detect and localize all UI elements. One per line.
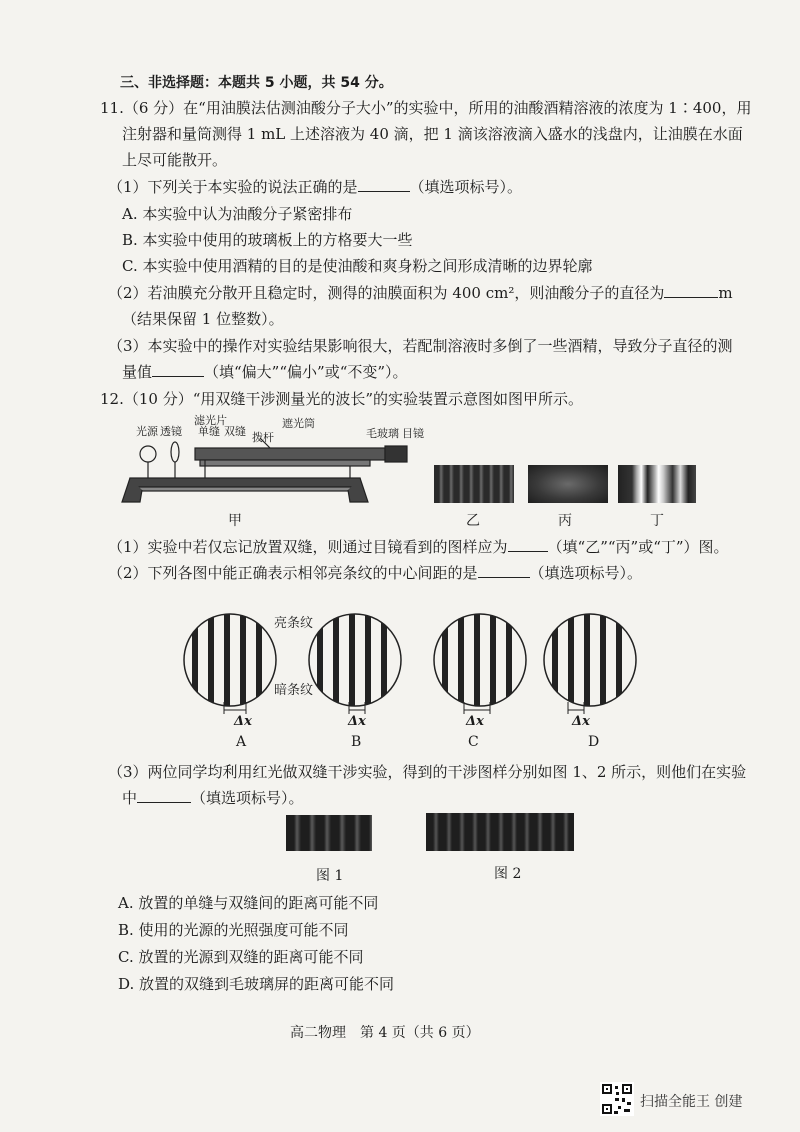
fringe-image-ding	[618, 465, 696, 503]
q12-line1: 12.（10 分）“用双缝干涉测量光的波长”的实验装置示意图如图甲所示。	[100, 390, 584, 408]
q11-sub2-note: （结果保留 1 位整数）。	[122, 310, 284, 328]
q12-sub3-line1: （3）两位同学均利用红光做双缝干涉实验，得到的干涉图样分别如图 1、2 所示，则他们在实验	[108, 763, 747, 781]
label-shade-tube: 遮光筒	[282, 417, 315, 430]
q11-option-c: C. 本实验中使用酒精的目的是使油酸和爽身粉之间形成清晰的边界轮廓	[122, 257, 593, 275]
q11-sub1-text: （1）下列关于本实验的说法正确的是	[108, 178, 358, 196]
label-dark-fringe: 暗条纹	[274, 683, 314, 698]
fringe-circle-d	[540, 610, 640, 725]
answer-blank[interactable]	[664, 283, 718, 298]
fringe-image-fig1	[286, 815, 372, 851]
label-light-source: 光源	[136, 425, 158, 438]
q12-sub3-suffix: （填选项标号）。	[191, 789, 304, 807]
qr-code-icon	[600, 1082, 634, 1116]
page-footer: 高二物理 第 4 页（共 6 页）	[290, 1025, 480, 1041]
q11-sub1	[108, 177, 522, 197]
label-single-slit: 单缝	[198, 425, 220, 438]
label-double-slit: 双缝	[224, 425, 246, 438]
answer-blank[interactable]	[508, 537, 548, 552]
q12-sub1-text: （1）实验中若仅忘记放置双缝，则通过目镜看到的图样应为	[108, 538, 508, 556]
q12-option-a: A. 放置的单缝与双缝间的距离可能不同	[118, 894, 379, 912]
lens-icon	[171, 442, 179, 462]
label-eyepiece: 目镜	[402, 427, 424, 440]
q11-option-b: B. 本实验中使用的玻璃板上的方格要大一些	[122, 231, 413, 249]
q11-line1: 11.（6 分）在“用油膜法估测油酸分子大小”的实验中，所用的油酸酒精溶液的浓度为 1∶400，用	[100, 99, 752, 117]
answer-blank[interactable]	[137, 788, 191, 803]
q11-sub3-prefix: 量值	[122, 363, 153, 381]
double-slit-apparatus-diagram	[120, 438, 420, 510]
caption-ding: 丁	[650, 513, 664, 529]
label-lens: 透镜	[160, 425, 182, 438]
q12-option-b: B. 使用的光源的光照强度可能不同	[118, 921, 349, 939]
label-filter: 滤光片	[194, 414, 227, 427]
label-bright-fringe: 亮条纹	[274, 616, 314, 631]
section-title: 三、非选择题：本题共 5 小题，共 54 分。	[120, 75, 393, 91]
lamp-bulb-icon	[140, 446, 156, 462]
q12-option-d: D. 放置的双缝到毛玻璃屏的距离可能不同	[118, 975, 395, 993]
q11-line3: 上尽可能散开。	[122, 151, 228, 169]
q11-option-a: A. 本实验中认为油酸分子紧密排布	[122, 205, 353, 223]
q11-sub3-line1: （3）本实验中的操作对实验结果影响很大，若配制溶液时多倒了一些酒精，导致分子直径的测	[108, 337, 733, 355]
optical-rail	[130, 478, 360, 487]
q12-option-c: C. 放置的光源到双缝的距离可能不同	[118, 948, 364, 966]
q12-sub3-line2	[122, 788, 304, 808]
q12-sub2-suffix: （填选项标号）。	[529, 564, 643, 582]
fringe-circle-c	[434, 610, 526, 714]
fringe-image-bing	[528, 465, 608, 503]
delta-x-label-d: Δx	[572, 714, 590, 729]
delta-x-label-b: Δx	[348, 714, 366, 729]
scanner-watermark: 扫描全能王 创建	[640, 1094, 743, 1110]
answer-blank[interactable]	[152, 362, 204, 377]
caption-fig2: 图 2	[494, 866, 522, 882]
label-ground-glass: 毛玻璃	[366, 427, 399, 440]
q11-line2: 注射器和量筒测得 1 mL 上述溶液为 40 滴，把 1 滴该溶液滴入盛水的浅盘内，让油膜在水面	[122, 125, 743, 143]
delta-x-label-c: Δx	[466, 714, 484, 729]
q11-sub3-suffix: （填“偏大”“偏小”或“不变”）。	[204, 363, 408, 381]
fringe-image-fig2	[426, 813, 574, 851]
q12-sub2	[108, 563, 642, 583]
answer-blank[interactable]	[478, 563, 530, 578]
q11-sub2-unit: m	[718, 284, 733, 302]
q11-sub1-suffix: （填选项标号）。	[409, 178, 523, 196]
q12-sub2-text: （2）下列各图中能正确表示相邻亮条纹的中心间距的是	[108, 564, 478, 582]
fringe-circle-b	[309, 610, 401, 714]
fringe-circles-diagram	[180, 610, 540, 725]
caption-bing: 丙	[558, 513, 572, 529]
fringe-circle-a	[184, 610, 276, 714]
circle-label-b: B	[351, 734, 362, 750]
caption-jia: 甲	[228, 513, 242, 529]
delta-x-label-a: Δx	[234, 714, 252, 729]
label-lever: 拨杆	[252, 431, 274, 444]
q11-sub2-text: （2）若油膜充分散开且稳定时，测得的油膜面积为 400 cm²，则油酸分子的直径为	[108, 284, 665, 302]
answer-blank[interactable]	[358, 177, 410, 192]
circle-label-d: D	[588, 734, 600, 750]
q11-sub2	[108, 283, 733, 303]
q12-sub1-suffix: （填“乙”“丙”或“丁”）图。	[547, 538, 729, 556]
q12-sub1	[108, 537, 729, 557]
q12-sub3-prefix: 中	[122, 789, 138, 807]
caption-fig1: 图 1	[316, 868, 344, 884]
caption-yi: 乙	[466, 513, 480, 529]
q11-sub3-line2	[122, 362, 408, 382]
fringe-image-yi	[434, 465, 514, 503]
circle-label-a: A	[236, 734, 247, 750]
shade-tube-body	[195, 448, 385, 460]
circle-label-c: C	[468, 734, 479, 750]
